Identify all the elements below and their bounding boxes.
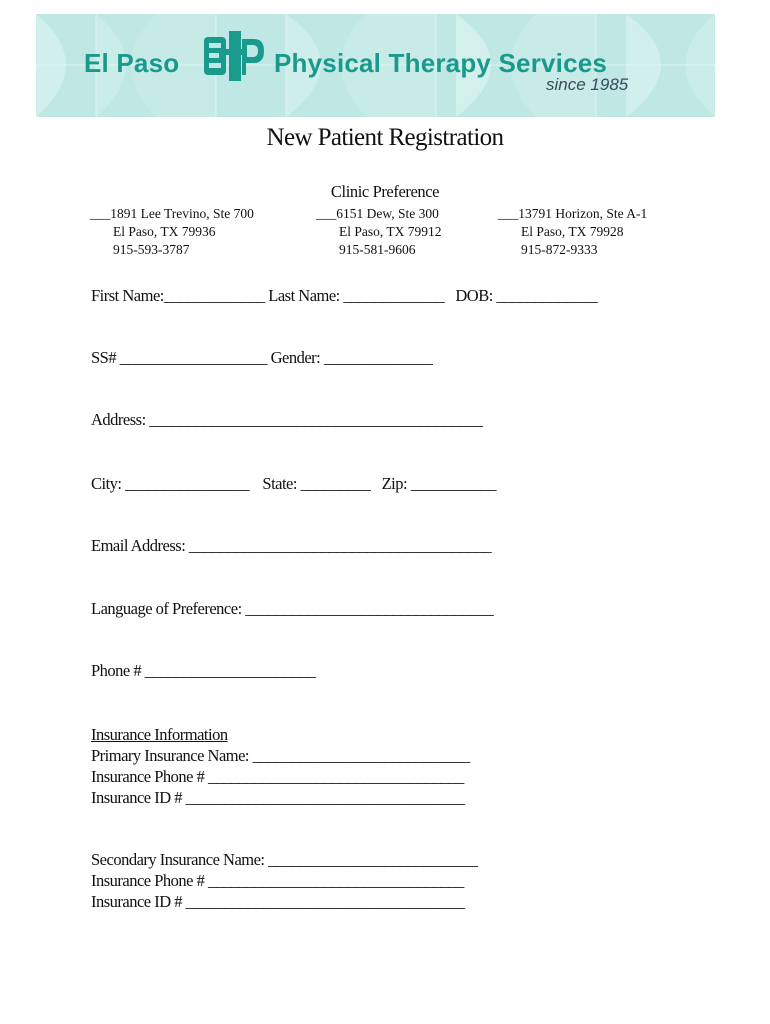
ss-gender-row: [91, 348, 432, 368]
clinic-phone: 915-581-9606: [339, 242, 416, 257]
brand-name-left: El Paso: [84, 48, 180, 78]
name-dob-row: [91, 286, 597, 306]
zip-field[interactable]: Zip: ___________: [381, 474, 496, 493]
clinic-option-dew[interactable]: [316, 205, 442, 259]
phone-row: [91, 661, 315, 681]
clinic-preference-heading: Clinic Preference: [330, 182, 440, 201]
header-banner: [36, 14, 715, 117]
clinic-address: ___6151 Dew, Ste 300: [316, 206, 439, 221]
secondary-insurance-phone-field[interactable]: Insurance Phone # _________________________________: [91, 871, 464, 890]
brand-name-right: Physical Therapy Services: [274, 48, 608, 78]
secondary-insurance-id-field[interactable]: Insurance ID # ____________________________________: [91, 892, 465, 911]
clinic-option-lee-trevino[interactable]: [90, 205, 254, 259]
since-tagline: since 1985: [546, 75, 629, 94]
clinic-address: ___13791 Horizon, Ste A-1: [498, 206, 648, 221]
secondary-insurance-section: [91, 849, 477, 912]
primary-insurance-phone-field[interactable]: Insurance Phone # _________________________________: [91, 767, 464, 786]
primary-insurance-name-field[interactable]: Primary Insurance Name: ____________________________: [91, 746, 470, 765]
clinic-city: El Paso, TX 79912: [339, 224, 442, 239]
city-field[interactable]: City: ________________: [91, 474, 250, 493]
primary-insurance-section: [91, 724, 470, 808]
language-row: [91, 599, 493, 619]
clinic-option-horizon[interactable]: [498, 205, 647, 259]
clinic-phone: 915-872-9333: [521, 242, 598, 257]
phone-field[interactable]: Phone # ______________________: [91, 661, 316, 680]
email-field[interactable]: Email Address: _______________________________________: [91, 536, 492, 555]
dob-field[interactable]: DOB: _____________: [455, 286, 598, 305]
email-row: [91, 536, 491, 556]
first-name-field[interactable]: First Name:_____________: [91, 286, 265, 305]
secondary-insurance-name-field[interactable]: Secondary Insurance Name: ___________________________: [91, 850, 478, 869]
primary-insurance-id-field[interactable]: Insurance ID # ____________________________________: [91, 788, 465, 807]
state-field[interactable]: State: _________: [262, 474, 371, 493]
clinic-phone: 915-593-3787: [113, 242, 190, 257]
gender-field[interactable]: Gender: ______________: [270, 348, 433, 367]
address-field[interactable]: Address: ___________________________________________: [91, 410, 483, 429]
page-title: New Patient Registration: [266, 124, 504, 151]
address-row: [91, 410, 483, 430]
insurance-heading: Insurance Information: [91, 725, 228, 744]
language-field[interactable]: Language of Preference: ________________________________: [91, 599, 494, 618]
clinic-city: El Paso, TX 79936: [113, 224, 216, 239]
clinic-address: ___1891 Lee Trevino, Ste 700: [90, 206, 254, 221]
clinic-city: El Paso, TX 79928: [521, 224, 624, 239]
city-state-zip-row: [91, 474, 496, 494]
ss-field[interactable]: SS# ___________________: [91, 348, 267, 367]
last-name-field[interactable]: Last Name: _____________: [268, 286, 445, 305]
ept-logo-icon: [204, 31, 266, 81]
